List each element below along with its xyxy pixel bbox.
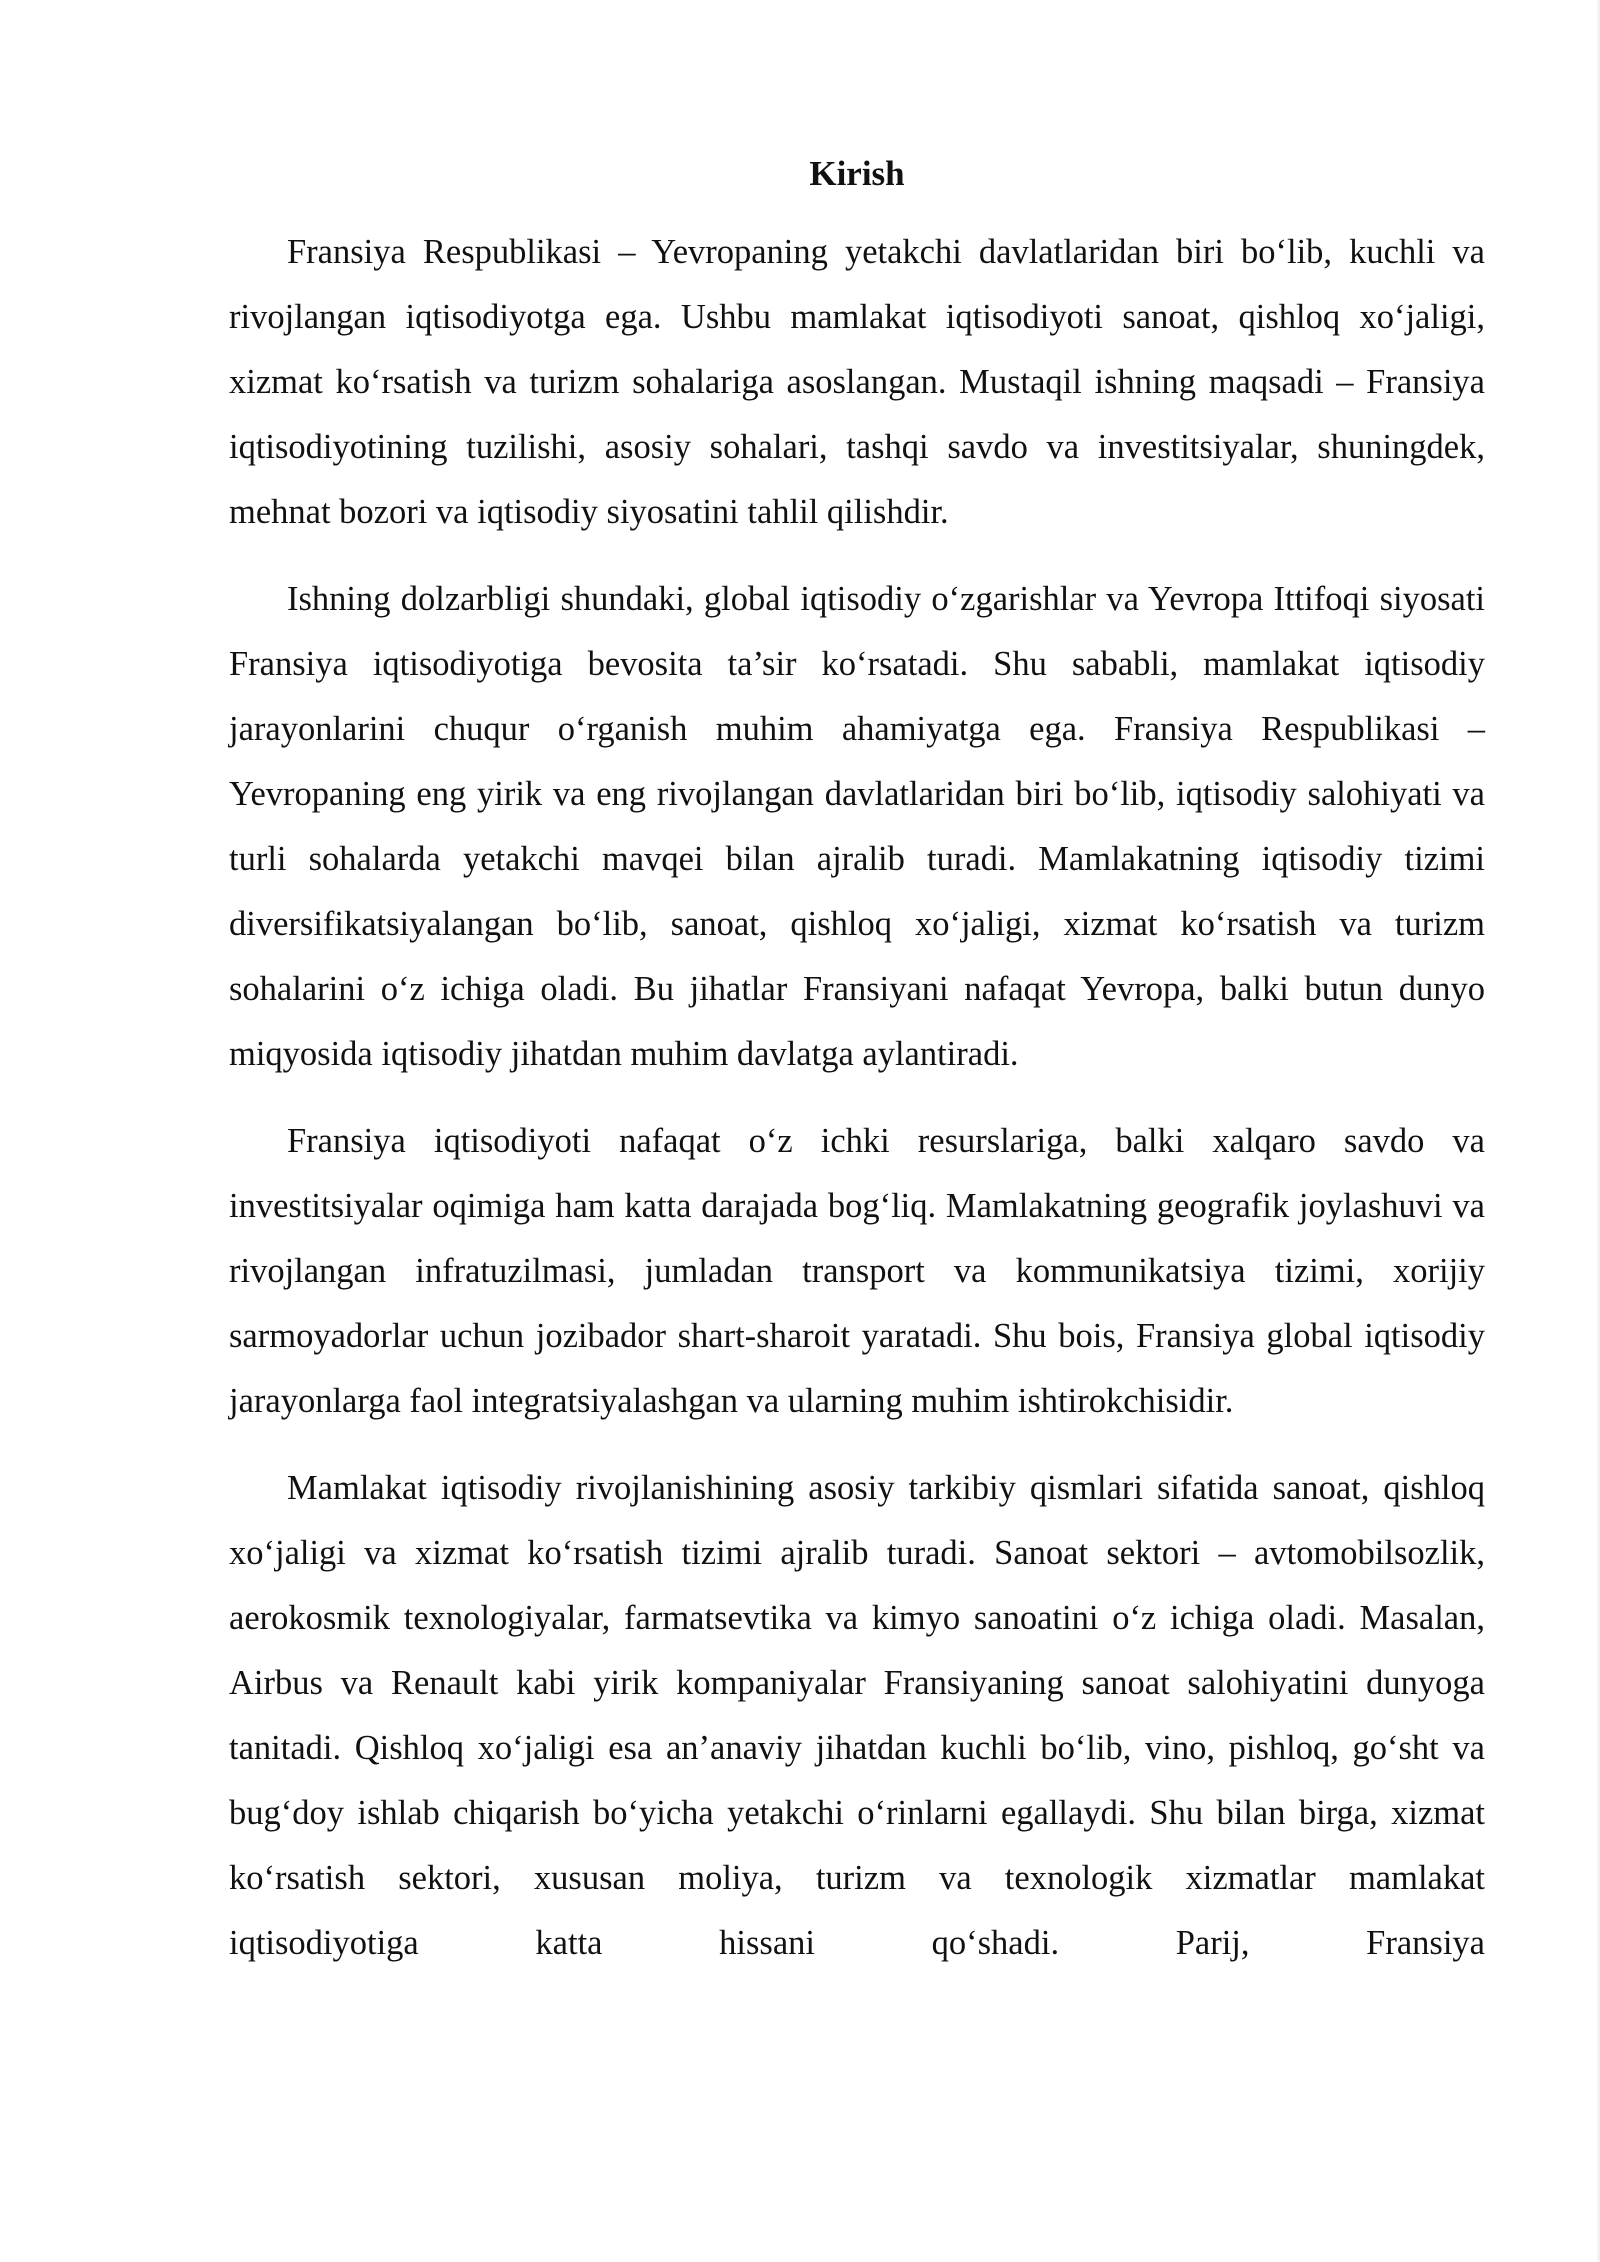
page-edge-shadow — [1596, 0, 1600, 2262]
document-body — [229, 148, 1485, 1998]
paragraph-3: Fransiya iqtisodiyoti nafaqat o‘z ichki resurslariga, balki xalqaro savdo va investitsiyalar oqimiga ham katta darajada bog‘liq. Mamlakatning geografik joylashuvi va rivojlangan infratuzilmasi, jumladan transport va kommunikatsiya tizimi, xorijiy sarmoyadorlar uchun jozibador shart-sharoit yaratadi. Shu bois, Fransiya global iqtisodiy jarayonlarga faol integratsiyalashgan va ularning muhim ishtirokchisidir. — [229, 1122, 1485, 1420]
document-title: Kirish — [809, 154, 905, 193]
paragraph-4: Mamlakat iqtisodiy rivojlanishining asosiy tarkibiy qismlari sifatida sanoat, qishloq xo‘jaligi va xizmat ko‘rsatish tizimi ajralib turadi. Sanoat sektori – avtomobilsozlik, aerokosmik texnologiyalar, farmatsevtika va kimyo sanoatini o‘z ichiga oladi. Masalan, Airbus va Renault kabi yirik kompaniyalar Fransiyaning sanoat salohiyatini dunyoga tanitadi. Qishloq xo‘jaligi esa an’anaviy jihatdan kuchli bo‘lib, vino, pishloq, go‘sht va bug‘doy ishlab chiqarish bo‘yicha yetakchi o‘rinlarni egallaydi. Shu bilan birga, xizmat ko‘rsatish sektori, xususan moliya, turizm va texnologik xizmatlar mamlakat iqtisodiyotiga katta hissani qo‘shadi. Parij, Fransiya — [229, 1469, 1485, 1962]
paragraph-2: Ishning dolzarbligi shundaki, global iqtisodiy o‘zgarishlar va Yevropa Ittifoqi siyosati Fransiya iqtisodiyotiga bevosita ta’sir ko‘rsatadi. Shu sababli, mamlakat iqtisodiy jarayonlarini chuqur o‘rganish muhim ahamiyatga ega. Fransiya Respublikasi – Yevropaning eng yirik va eng rivojlangan davlatlaridan biri bo‘lib, iqtisodiy salohiyati va turli sohalarda yetakchi mavqei bilan ajralib turadi. Mamlakatning iqtisodiy tizimi diversifikatsiyalangan bo‘lib, sanoat, qishloq xo‘jaligi, xizmat ko‘rsatish va turizm sohalarini o‘z ichiga oladi. Bu jihatlar Fransiyani nafaqat Yevropa, balki butun dunyo miqyosida iqtisodiy jihatdan muhim davlatga aylantiradi. — [229, 580, 1485, 1073]
paragraph-1: Fransiya Respublikasi – Yevropaning yetakchi davlatlaridan biri bo‘lib, kuchli va rivojlangan iqtisodiyotga ega. Ushbu mamlakat iqtisodiyoti sanoat, qishloq xo‘jaligi, xizmat ko‘rsatish va turizm sohalariga asoslangan. Mustaqil ishning maqsadi – Fransiya iqtisodiyotining tuzilishi, asosiy sohalari, tashqi savdo va investitsiyalar, shuningdek, mehnat bozori va iqtisodiy siyosatini tahlil qilishdir. — [229, 233, 1485, 531]
